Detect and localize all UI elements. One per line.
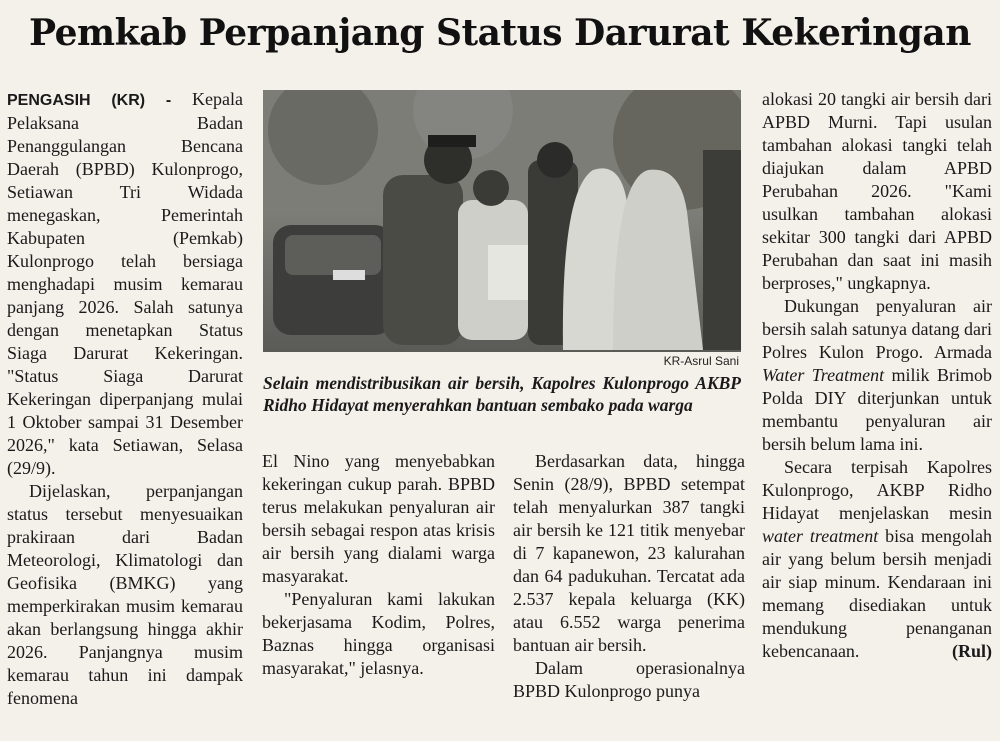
article-column-4 [762,88,992,663]
photo-credit: KR-Asrul Sani [663,354,739,368]
paragraph-text: Secara terpisah Kapolres Kulonprogo, AKBP Ridho Hidayat menjelaskan mesin [762,457,992,523]
paragraph [762,295,992,456]
paragraph: Dijelaskan, perpanjangan status tersebut menyesuaikan prakiraan dari Badan Meteorologi, Klimatologi dan Geofisika (BMKG) yang memperkirakan musim kemarau akan berlangsung hingga akhir 2026. Panjangnya musim kemarau tahun ini dampak fenomena [7,481,243,708]
paragraph [7,88,243,480]
photo-caption: Selain mendistribusikan air bersih, Kapolres Kulonprogo AKBP Ridho Hidayat menyerahkan bantuan sembako pada warga [263,373,741,415]
headline: Pemkab Perpanjang Status Darurat Kekeringan [29,12,971,54]
paragraph-text: Dukungan penyaluran air bersih salah satunya datang dari Polres Kulon Progo. Armada [762,296,992,362]
paragraph: "Penyaluran kami lakukan bekerjasama Kodim, Polres, Baznas hingga organisasi masyarakat," jelasnya. [262,589,495,678]
article-column-2 [262,450,495,680]
paragraph [762,456,992,663]
paragraph-text: milik Brimob Polda DIY diterjunkan untuk membantu penyaluran air bersih belum lama ini. [762,365,992,454]
article-column-1 [7,88,243,710]
dateline: PENGASIH (KR) - [7,92,172,109]
paragraph: El Nino yang menyebabkan kekeringan cukup parah. BPBD terus melakukan penyaluran air bersih sebagai respon atas krisis air bersih yang dialami warga masyarakat. [262,451,495,586]
article-column-3 [513,450,745,703]
paragraph-text: Kepala Pelaksana Badan Penanggulangan Bencana Daerah (BPBD) Kulonprogo, Setiawan Tri Widada menegaskan, Pemerintah Kabupaten (Pemkab) Kulonprogo telah bersiaga menghadapi musim kemarau panjang 2026. Salah satunya dengan menetapkan Status Siaga Darurat Kekeringan. "Status Siaga Darurat Kekeringan diperpanjang mulai 1 Oktober sampai 31 Desember 2026," kata Setiawan, Selasa (29/9). [7,89,243,478]
paragraph: alokasi 20 tangki air bersih dari APBD Murni. Tapi usulan tambahan alokasi tangki telah diajukan dalam APBD Perubahan 2026. "Kami usulkan tambahan alokasi sekitar 300 tangki dari APBD Perubahan dan saat ini masih berproses," ungkapnya. [762,89,992,293]
news-photo [263,90,741,352]
author-signoff: (Rul) [952,641,992,661]
paragraph-text: bisa mengolah air yang belum bersih menjadi air siap minum. Kendaraan ini memang disediakan untuk mendukung penanganan kebencanaan. [762,526,992,661]
paragraph: Berdasarkan data, hingga Senin (28/9), BPBD setempat telah menyalurkan 387 tangki air bersih ke 121 titik menyebar di 7 kapanewon, 23 kalurahan dan 64 padukuhan. Tercatat ada 2.537 kepala keluarga (KK) atau 6.552 warga penerima bantuan air bersih. [513,451,745,655]
photo-illustration [263,90,741,352]
paragraph: Dalam operasionalnya BPBD Kulonprogo punya [513,658,745,701]
emphasis-text: Water Treatment [762,365,885,385]
emphasis-text: water treatment [762,526,879,546]
